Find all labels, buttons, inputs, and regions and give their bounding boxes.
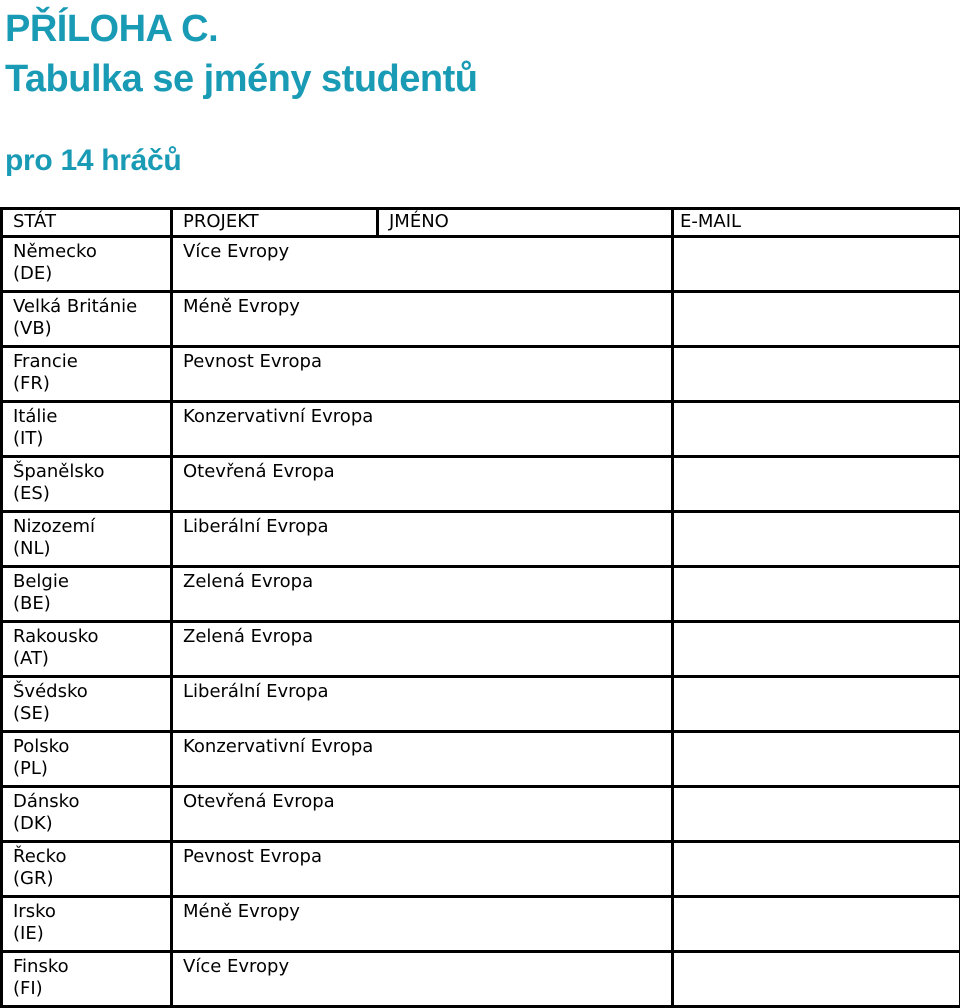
name-cell[interactable] [378, 677, 673, 732]
email-cell[interactable] [673, 292, 960, 347]
table-row [2, 292, 960, 347]
state-cell [2, 787, 172, 842]
name-cell[interactable] [378, 567, 673, 622]
state-code: (ES) [13, 483, 170, 505]
state-name: Francie [13, 351, 170, 373]
table-body [2, 237, 960, 1007]
project-cell: Konzervativní Evropa [172, 402, 378, 457]
state-code: (DE) [13, 263, 170, 285]
email-cell[interactable] [673, 347, 960, 402]
state-cell [2, 512, 172, 567]
header-project: PROJEKT [172, 209, 378, 237]
state-cell [2, 292, 172, 347]
project-cell: Více Evropy [172, 237, 378, 292]
state-code: (GR) [13, 868, 170, 890]
header-state: STÁT [2, 209, 172, 237]
email-cell[interactable] [673, 457, 960, 512]
state-name: Polsko [13, 736, 170, 758]
state-cell [2, 952, 172, 1007]
project-cell: Méně Evropy [172, 897, 378, 952]
state-cell [2, 347, 172, 402]
state-name: Irsko [13, 901, 170, 923]
name-cell[interactable] [378, 897, 673, 952]
state-code: (SE) [13, 703, 170, 725]
project-cell: Pevnost Evropa [172, 347, 378, 402]
state-name: Rakousko [13, 626, 170, 648]
state-cell [2, 842, 172, 897]
state-name: Itálie [13, 406, 170, 428]
name-cell[interactable] [378, 237, 673, 292]
header-email: E-MAIL [673, 209, 960, 237]
project-cell: Otevřená Evropa [172, 457, 378, 512]
project-cell: Liberální Evropa [172, 512, 378, 567]
project-cell: Konzervativní Evropa [172, 732, 378, 787]
project-cell: Liberální Evropa [172, 677, 378, 732]
document-subtitle: pro 14 hráčů [5, 142, 181, 180]
email-cell[interactable] [673, 842, 960, 897]
name-cell[interactable] [378, 512, 673, 567]
state-name: Nizozemí [13, 516, 170, 538]
document-title: Tabulka se jmény studentů [5, 56, 477, 102]
state-name: Německo [13, 241, 170, 263]
table-row [2, 677, 960, 732]
state-code: (DK) [13, 813, 170, 835]
project-cell: Otevřená Evropa [172, 787, 378, 842]
state-cell [2, 732, 172, 787]
state-name: Velká Británie [13, 296, 170, 318]
state-name: Belgie [13, 571, 170, 593]
state-cell [2, 677, 172, 732]
state-code: (BE) [13, 593, 170, 615]
table-row [2, 897, 960, 952]
name-cell[interactable] [378, 292, 673, 347]
state-cell [2, 897, 172, 952]
state-name: Finsko [13, 956, 170, 978]
table-row [2, 347, 960, 402]
appendix-label: PŘÍLOHA C. [5, 6, 218, 52]
name-cell[interactable] [378, 622, 673, 677]
table-row [2, 457, 960, 512]
state-cell [2, 237, 172, 292]
email-cell[interactable] [673, 237, 960, 292]
project-cell: Méně Evropy [172, 292, 378, 347]
student-table [0, 207, 960, 1008]
email-cell[interactable] [673, 952, 960, 1007]
email-cell[interactable] [673, 732, 960, 787]
state-code: (FI) [13, 978, 170, 1000]
header-name: JMÉNO [378, 209, 673, 237]
state-name: Španělsko [13, 461, 170, 483]
table-header-row [2, 209, 960, 237]
email-cell[interactable] [673, 402, 960, 457]
name-cell[interactable] [378, 842, 673, 897]
name-cell[interactable] [378, 402, 673, 457]
project-cell: Zelená Evropa [172, 622, 378, 677]
name-cell[interactable] [378, 732, 673, 787]
state-code: (IE) [13, 923, 170, 945]
name-cell[interactable] [378, 787, 673, 842]
table-row [2, 622, 960, 677]
state-code: (VB) [13, 318, 170, 340]
table-row [2, 842, 960, 897]
state-code: (IT) [13, 428, 170, 450]
table-row [2, 787, 960, 842]
email-cell[interactable] [673, 677, 960, 732]
state-cell [2, 622, 172, 677]
state-name: Dánsko [13, 791, 170, 813]
table-row [2, 567, 960, 622]
table-row [2, 237, 960, 292]
state-cell [2, 457, 172, 512]
email-cell[interactable] [673, 787, 960, 842]
state-cell [2, 402, 172, 457]
table-row [2, 402, 960, 457]
state-code: (FR) [13, 373, 170, 395]
name-cell[interactable] [378, 347, 673, 402]
state-name: Řecko [13, 846, 170, 868]
project-cell: Více Evropy [172, 952, 378, 1007]
table-row [2, 512, 960, 567]
state-cell [2, 567, 172, 622]
state-code: (PL) [13, 758, 170, 780]
email-cell[interactable] [673, 567, 960, 622]
email-cell[interactable] [673, 897, 960, 952]
table-row [2, 732, 960, 787]
table-row [2, 952, 960, 1007]
state-code: (NL) [13, 538, 170, 560]
email-cell[interactable] [673, 512, 960, 567]
name-cell[interactable] [378, 952, 673, 1007]
project-cell: Zelená Evropa [172, 567, 378, 622]
project-cell: Pevnost Evropa [172, 842, 378, 897]
email-cell[interactable] [673, 622, 960, 677]
state-name: Švédsko [13, 681, 170, 703]
name-cell[interactable] [378, 457, 673, 512]
state-code: (AT) [13, 648, 170, 670]
